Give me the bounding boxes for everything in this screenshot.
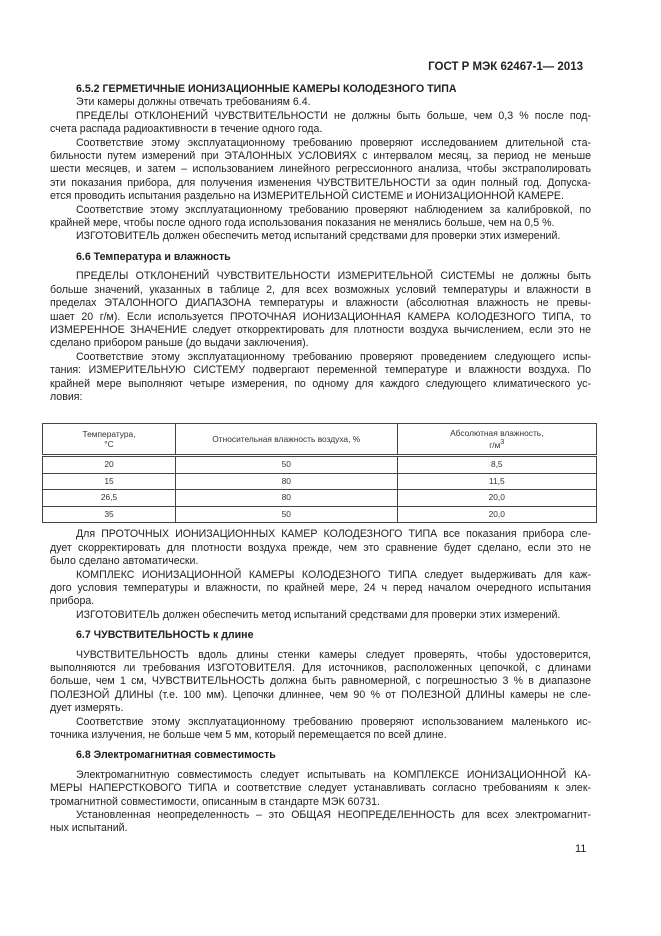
paragraph — [50, 609, 591, 622]
text-line: было сделано автоматически. — [50, 555, 199, 568]
paragraph — [50, 230, 591, 243]
paragraph — [50, 528, 591, 568]
text-line: выполняются ли требования ИЗГОТОВИТЕЛЯ. Для источников, расположенных цепочкой, с длинами — [50, 662, 591, 674]
text-line: пределах ЭТАЛОННОГО ДИАПАЗОНА температуры и влажности (абсолютная влажность не превы- — [50, 297, 591, 310]
paragraph — [50, 569, 591, 609]
text-line: ЧУВСТВИТЕЛЬНОСТЬ вдоль длины стенки камеры следует проверять, чтобы удостоверится, — [76, 648, 591, 661]
table-cell: 35 — [43, 506, 176, 523]
section-heading: 6.5.2 ГЕРМЕТИЧНЫЕ ИОНИЗАЦИОННЫЕ КАМЕРЫ КОЛОДЕЗНОГО ТИПА — [76, 83, 457, 95]
table-cell: 50 — [175, 506, 397, 523]
text-line: Эти камеры должны отвечать требованиям 6.4. — [76, 96, 311, 109]
text-line: дого условия температуры и влажности, по крайней мере, 24 ч перед началом очередного испытания — [50, 581, 591, 594]
text-line: прибора. — [50, 595, 95, 608]
text-line: бильности путем измерений при ЭТАЛОННЫХ УСЛОВИЯХ с интервалом месяц, за период не меньше — [50, 150, 591, 163]
text-line: дует скорректировать для плотности воздуха прежде, чем это сравнение будет сделано, если это не — [50, 541, 591, 554]
text-line: счета распада радиоактивности в течение одного года. — [50, 123, 323, 136]
table-cell: 11,5 — [397, 473, 596, 490]
table-row — [43, 506, 597, 523]
paragraph — [50, 351, 591, 405]
table-row — [43, 473, 597, 490]
paragraph — [50, 270, 591, 350]
sections-after-table — [50, 528, 591, 836]
text-line: ных испытаний. — [50, 822, 128, 835]
paragraph — [50, 110, 591, 137]
text-line: ИЗГОТОВИТЕЛЬ должен обеспечить метод испытаний средствами для проверки этих измерений. — [76, 608, 561, 621]
text-line: точника излучения, не больше чем 5 мм, который перемещается по всей длине. — [50, 729, 447, 742]
text-line: ПРЕДЕЛЫ ОТКЛОНЕНИЙ ЧУВСТВИТЕЛЬНОСТИ не должны быть больше, чем 0,3 % после под- — [76, 109, 591, 122]
text-line: сделано прибором раньше (до выдачи заключения). — [50, 337, 309, 350]
table-header-row — [43, 424, 597, 456]
paragraph — [50, 769, 591, 809]
page-number: 11 — [575, 843, 587, 855]
paragraph — [50, 716, 591, 743]
column-header-temperature: Температура, °С — [43, 424, 176, 456]
section-heading: 6.7 ЧУВСТВИТЕЛЬНОСТЬ к длине — [76, 629, 254, 642]
table-cell: 20,0 — [397, 490, 596, 507]
text-line: ПРЕДЕЛЫ ОТКЛОНЕНИЙ ЧУВСТВИТЕЛЬНОСТИ ИЗМЕРИТЕЛЬНОЙ СИСТЕМЫ не должны быть — [76, 270, 591, 283]
text-line: дует измерять. — [50, 702, 124, 715]
text-line: Электромагнитную совместимость следует испытывать на КОМПЛЕКСЕ ИОНИЗАЦИОННОЙ КА- — [76, 768, 591, 781]
paragraph — [50, 96, 591, 109]
text-line: больше значений, указанных в таблице 2, для всех возможных условий температуры и влажности в — [50, 283, 591, 296]
table-cell: 50 — [175, 456, 397, 474]
text-line: крайней мере выполняют четыре измерения, по одному для каждого следующего климатического ус- — [50, 377, 591, 390]
page-content — [50, 83, 591, 836]
table-cell: 20 — [43, 456, 176, 474]
text-line: Установленная неопределенность – это ОБЩАЯ НЕОПРЕДЕЛЕННОСТЬ для всех электромагнит- — [76, 809, 591, 822]
text-line: Соответствие этому эксплуатационному требованию проверяют исследованием длительной ста- — [76, 136, 591, 149]
document-code-header: ГОСТ Р МЭК 62467-1— 2013 — [428, 61, 583, 73]
table-cell: 80 — [175, 490, 397, 507]
text-line: больше, чем 1 см, ЧУВСТВИТЕЛЬНОСТЬ должна быть равномерной, с погрешностью 3 % в диапазоне — [50, 675, 591, 688]
section-heading: 6.8 Электромагнитная совместимость — [76, 749, 276, 762]
text-line: Соответствие этому эксплуатационному требованию проверяют проведением следующего испы- — [76, 350, 591, 363]
table-row — [43, 490, 597, 507]
table-cell: 26,5 — [43, 490, 176, 507]
text-line: ИЗМЕРЕННОЕ ЗНАЧЕНИЕ следует откорректировать для плотности воздуха вычислением, если это не — [50, 323, 591, 336]
text-line: крайней мере, чтобы после одного года использования показания не менялись больше, чем на 0,5 %. — [50, 217, 555, 230]
paragraph — [50, 809, 591, 836]
text-line: МЕРЫ НАПЕРСТКОВОГО ТИПА и соответствие следует устанавливать согласно требованиям к элек- — [50, 782, 591, 795]
text-line: Для ПРОТОЧНЫХ ИОНИЗАЦИОННЫХ КАМЕР КОЛОДЕЗНОГО ТИПА все показания прибора сле- — [76, 528, 591, 541]
paragraph — [50, 649, 591, 716]
paragraph — [50, 204, 591, 231]
text-line: тромагнитной совместимости, описанным в стандарте МЭК 60731. — [50, 795, 380, 808]
text-line: шает 20 г/м). Если используется ПРОТОЧНАЯ ИОНИЗАЦИОННАЯ КАМЕРА КОЛОДЕЗНОГО ТИПА, то — [50, 310, 591, 323]
climate-conditions-table — [42, 423, 597, 523]
table-cell: 80 — [175, 473, 397, 490]
section-heading: 6.6 Температура и влажность — [76, 250, 231, 263]
column-header-absolute-humidity: Абсолютная влажность, $г/м^3$ — [397, 424, 596, 456]
text-line: шести месяцев, и затем – использованием линейного регрессионного анализа, чтобы экстраполировать — [50, 163, 591, 176]
text-line: ИЗГОТОВИТЕЛЬ должен обеспечить метод испытаний средствами для проверки этих измерений. — [76, 230, 561, 243]
text-line: эти показания прибора, для получения изменения ЧУВСТВИТЕЛЬНОСТИ за один полный год. Допуска- — [50, 176, 591, 189]
table-cell: 15 — [43, 473, 176, 490]
text-line: ется проводить испытания раздельно на ИЗМЕРИТЕЛЬНОЙ СИСТЕМЕ и ИОНИЗАЦИОННОЙ КАМЕРЕ. — [50, 190, 564, 203]
text-line: КОМПЛЕКС ИОНИЗАЦИОННОЙ КАМЕРЫ КОЛОДЕЗНОГО ТИПА следует выдерживать для каж- — [76, 568, 591, 581]
table-cell: 8,5 — [397, 456, 596, 474]
sections-before-table — [50, 83, 591, 404]
text-line: тания: ИЗМЕРИТЕЛЬНУЮ СИСТЕМУ подвергают переменной температуре и влажности воздуха. По — [50, 364, 591, 377]
text-line: ПОЛЕЗНОЙ ДЛИНЫ (т.е. 100 мм). Цепочки длиннее, чем 90 % от ПОЛЕЗНОЙ ДЛИНЫ камеры не сле- — [50, 688, 591, 701]
column-header-relative-humidity: Относительная влажность воздуха, % — [175, 424, 397, 456]
text-line: Соответствие этому эксплуатационному требованию проверяют использованием маленького ис- — [76, 715, 591, 728]
table-row — [43, 456, 597, 474]
paragraph — [50, 137, 591, 204]
text-line: Соответствие этому эксплуатационному требованию проверяют наблюдением за калибровкой, по — [76, 203, 591, 216]
text-line: ловия: — [50, 390, 83, 403]
table-cell: 20,0 — [397, 506, 596, 523]
